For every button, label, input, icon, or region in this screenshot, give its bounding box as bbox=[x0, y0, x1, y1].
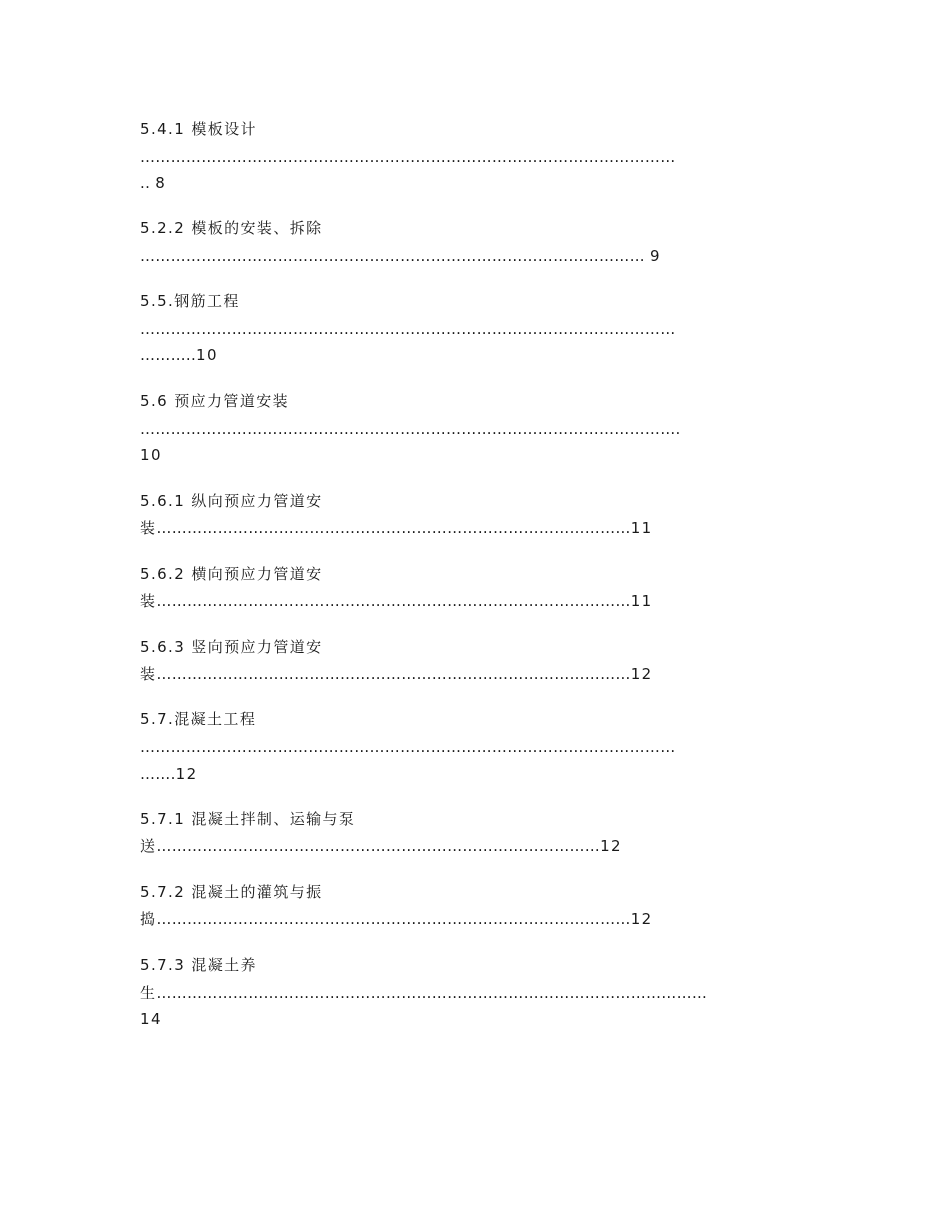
toc-page-number: 12 bbox=[175, 765, 198, 783]
toc-entry-title: 5.6.2 横向预应力管道安 bbox=[140, 565, 323, 583]
toc-page-line bbox=[140, 345, 218, 365]
toc-page-line bbox=[140, 518, 653, 538]
toc-page-number: 11 bbox=[630, 519, 653, 537]
toc-leader-dots: ……………………………………………………………………………………… bbox=[140, 247, 650, 265]
toc-entry-title: 5.6.3 竖向预应力管道安 bbox=[140, 638, 323, 656]
toc-entry-title: 5.2.2 模板的安装、拆除 bbox=[140, 219, 323, 237]
toc-entry-title: 5.7.1 混凝土拌制、运输与泵 bbox=[140, 810, 356, 828]
toc-entry-title-cont: 装 bbox=[140, 519, 157, 537]
toc-leader-dots: ……………………………………………………………………………………………. bbox=[140, 420, 681, 438]
toc-leader-dots: …………………………………………………………………………… bbox=[156, 837, 601, 855]
toc-page-number: 8 bbox=[155, 174, 167, 192]
toc-leader-dots: ……………………………………………………………………………………………… bbox=[156, 984, 708, 1002]
toc-entry-title-cont: 捣 bbox=[140, 910, 157, 928]
toc-page-line bbox=[140, 246, 661, 266]
toc-leader-dots: ………………………………………………………………………………… bbox=[156, 519, 631, 537]
toc-page-line bbox=[140, 983, 707, 1003]
toc-entry-title: 5.5.钢筋工程 bbox=[140, 292, 240, 310]
toc-leader-dots: ……. bbox=[140, 765, 176, 783]
toc-entry-title: 5.7.2 混凝土的灌筑与振 bbox=[140, 883, 323, 901]
toc-leader-dots: ………………………………………………………………………………… bbox=[156, 910, 631, 928]
toc-leader-dots: ………………………………………………………………………………… bbox=[156, 665, 631, 683]
toc-page-line bbox=[140, 173, 166, 193]
toc-page-number: 12 bbox=[630, 910, 653, 928]
toc-leader-dots: .. bbox=[140, 174, 156, 192]
toc-entry-title-cont: 送 bbox=[140, 837, 157, 855]
toc-entry-title: 5.7.混凝土工程 bbox=[140, 710, 257, 728]
toc-entry-title-cont: 装 bbox=[140, 665, 157, 683]
toc-leader-dots: …………………………………………………………………………………………… bbox=[140, 320, 676, 338]
toc-leader-dots: ……….. bbox=[140, 346, 197, 364]
toc-page-line bbox=[140, 836, 622, 856]
toc-page-number: 12 bbox=[600, 837, 622, 855]
toc-page-number: 10 bbox=[196, 346, 218, 364]
toc-leader-dots: …………………………………………………………………………………………… bbox=[140, 738, 676, 756]
toc-page-line bbox=[140, 909, 653, 929]
toc-entry-title-cont: 生 bbox=[140, 984, 157, 1002]
toc-page-number: 10 bbox=[140, 446, 162, 464]
toc-page-number: 11 bbox=[630, 592, 653, 610]
toc-page-line bbox=[140, 764, 198, 784]
toc-entry-title: 5.6 预应力管道安装 bbox=[140, 392, 290, 410]
toc-page-number: 9 bbox=[649, 247, 661, 265]
toc-page-line bbox=[140, 591, 653, 611]
toc-entry-title-cont: 装 bbox=[140, 592, 157, 610]
toc-page-number: 12 bbox=[630, 665, 653, 683]
toc-page-number: 14 bbox=[140, 1010, 162, 1028]
toc-leader-dots: ………………………………………………………………………………… bbox=[156, 592, 631, 610]
toc-entry-title: 5.7.3 混凝土养 bbox=[140, 956, 257, 974]
toc-leader-dots: …………………………………………………………………………………………… bbox=[140, 148, 676, 166]
toc-entry-title: 5.4.1 模板设计 bbox=[140, 120, 257, 138]
toc-page-line bbox=[140, 664, 653, 684]
toc-entry-title: 5.6.1 纵向预应力管道安 bbox=[140, 492, 323, 510]
